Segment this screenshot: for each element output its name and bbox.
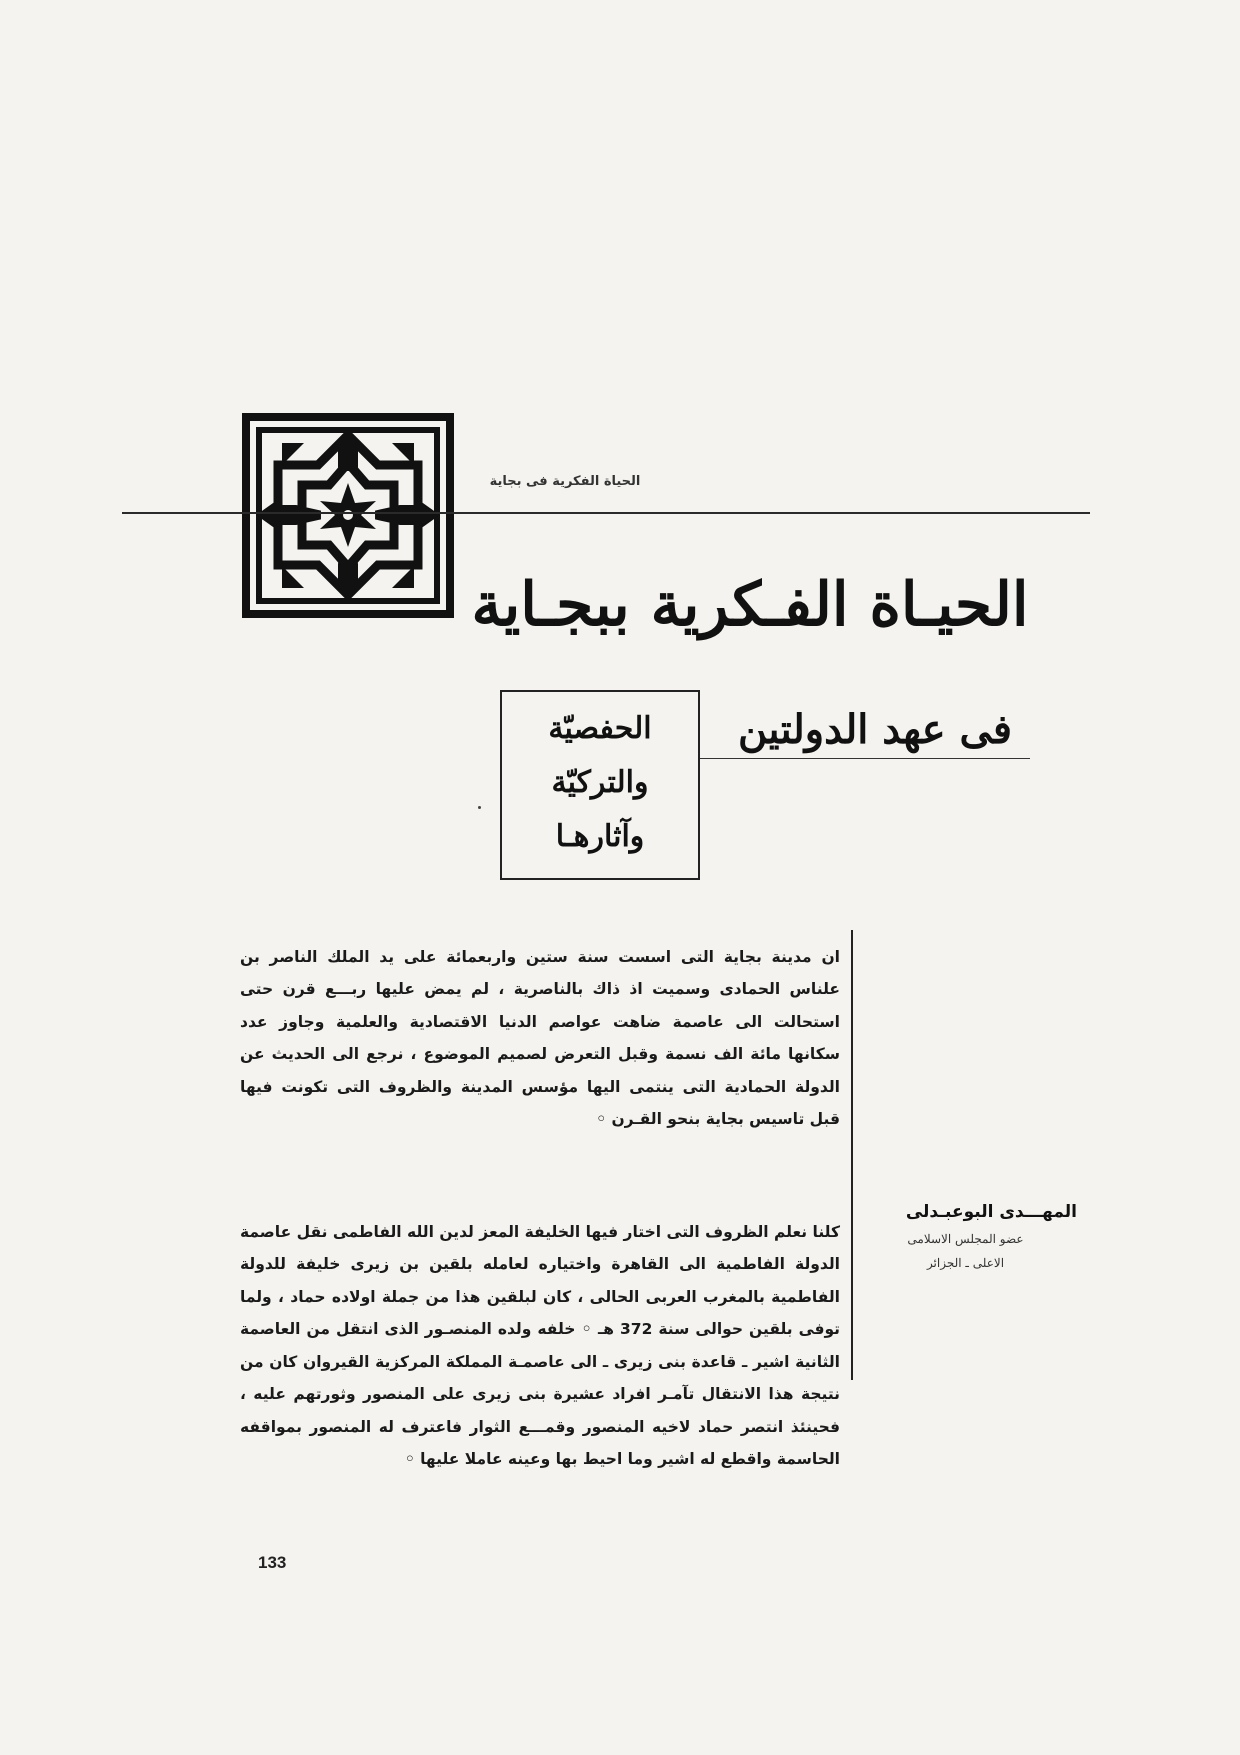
body-paragraph: ان مدينة بجاية التى اسست سنة ستين واربعمائة على يد الملك الناصر بن علناس الحمادى وسميت اذ ذاك بالناصرية ، لم يمض عليها ربـــع قرن حتى استحالت الى عاصمة ضاهت عواصم الدنيا الاقتصادية والعلمية وجاوز عدد سكانها مائة الف نسمة وقبل التعرض لصميم الموضوع ، نرجع الى الحديث عن الدولة الحمادية التى ينتمى اليها مؤسس المدينة والظروف التى تكونت فيها قبل تاسيس بجاية بنحو القـرن ◦ xyxy=(240,947,840,1128)
author-block xyxy=(862,1197,1077,1275)
boxed-subtitle-line: وآثارهـا xyxy=(555,819,645,854)
running-head: الحياة الفكرية فى بجاية xyxy=(489,474,641,489)
body-paragraph: كلنا نعلم الظروف التى اختار فيها الخليفة المعز لدين الله الفاطمى نقل عاصمة الدولة الفاطمية الى القاهرة واختياره لعامله بلقين بن زيرى خليفة للدولة الفاطمية بالمغرب العربى الحالى ، كان لبلقين هذا من جملة اولاده حماد ، ولما توفى بلقين حوالى سنة 372 هـ ◦ خلفه ولده المنصـور الذى انتقل من العاصمة الثانية اشير ـ قاعدة بنى زيرى ـ الى عاصمـة المملكة المركزية القيروان كان من نتيجة هذا الانتقال تآمـر افراد عشيرة بنى زيرى على المنصور وثورتهم عليه ، فحينئذ انتصر حماد لاخيه المنصور وقمـــع الثوار فاعترف له المنصور بمواقفه الحاسمة واقطع له اشير وما احيط بها وعينه عاملا عليها ◦ xyxy=(240,1222,840,1468)
boxed-subtitle-line: والتركيّة xyxy=(551,765,649,800)
author-role: عضو المجلس الاسلامى xyxy=(907,1232,1024,1246)
page-number: 133 xyxy=(258,1553,287,1572)
article-subtitle: فى عهد الدولتين xyxy=(737,706,1012,753)
boxed-subtitle xyxy=(500,690,700,880)
stray-mark xyxy=(478,806,481,809)
column-rule xyxy=(851,930,853,1380)
author-location: الاعلى ـ الجزائر xyxy=(926,1256,1005,1270)
author-name: المهـــدى البوعبـدلى xyxy=(905,1202,1077,1222)
article-title: الحيـاة الفـكرية ببجـاية xyxy=(471,570,1029,640)
geometric-star-ornament-icon xyxy=(242,413,454,618)
boxed-subtitle-line: الحفصيّة xyxy=(548,711,652,746)
subtitle-rule xyxy=(700,758,1030,759)
header-rule xyxy=(122,512,1090,514)
